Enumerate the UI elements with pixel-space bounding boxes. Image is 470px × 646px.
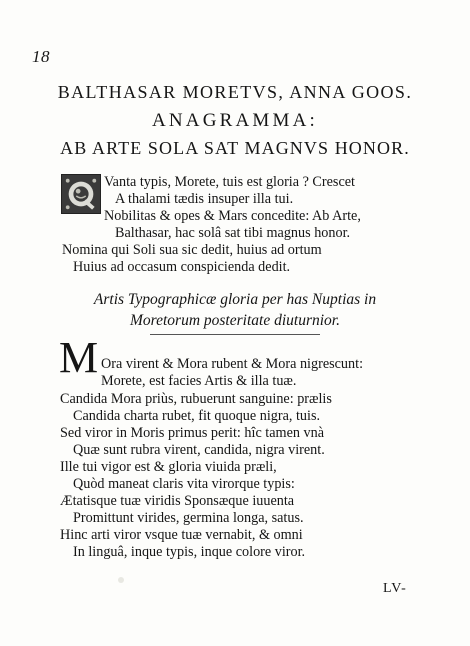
stanza2-line: Quæ sunt rubra virent, candida, nigra virent.	[73, 442, 325, 458]
stanza1-line: Huius ad occasum conspicienda dedit.	[73, 259, 291, 275]
section-title-line1: Artis Typographicæ gloria per has Nuptias in	[93, 291, 377, 308]
title-underline-divider	[150, 334, 320, 335]
stanza2-line: Morete, est facies Artis & illa tuæ.	[101, 373, 297, 389]
stanza2-line: Quòd maneat claris vita virorque typis:	[73, 476, 295, 492]
stanza2-line: Hinc arti viror vsque tuæ vernabit, & omni	[60, 527, 303, 543]
heading-names: BALTHASAR MORETVS, ANNA GOOS.	[57, 82, 413, 102]
stanza2-line: Ora virent & Mora rubent & Mora nigrescunt:	[101, 356, 364, 372]
stanza2-line: In linguâ, inque typis, inque colore viror.	[73, 544, 306, 560]
stanza1-line: Vanta typis, Morete, tuis est gloria ? Crescet	[104, 174, 355, 190]
page-number: 18	[32, 47, 50, 66]
stanza1-line: Balthasar, hac solâ sat tibi magnus honor.	[115, 225, 351, 241]
stanza2-line: Ille tui vigor est & gloria viuida præli,	[60, 459, 277, 475]
drop-capital: M	[59, 333, 99, 382]
stanza2-line: Sed viror in Moris primus perit: hîc tamen vnà	[60, 425, 324, 441]
heading-anagram-text: AB ARTE SOLA SAT MAGNVS HONOR.	[60, 138, 410, 158]
section-title-line2: Moretorum posteritate diuturnior.	[130, 312, 340, 329]
stanza2-line: Candida charta rubet, fit quoque nigra, tuis.	[73, 408, 321, 424]
stanza1-line: Nobilitas & opes & Mars concedite: Ab Arte,	[104, 208, 361, 224]
stanza2-line: Candida Mora priùs, rubuerunt sanguine: prælis	[60, 391, 332, 407]
heading-anagramma: ANAGRAMMA:	[151, 110, 319, 131]
decorated-initial-q-icon	[61, 174, 101, 214]
stanza1-line: Nomina qui Soli sua sic dedit, huius ad ortum	[62, 242, 322, 258]
stanza2-line: Ætatisque tuæ viridis Sponsæque iuuenta	[60, 493, 295, 509]
catchword: LV-	[383, 581, 407, 596]
paper-blemish	[118, 577, 124, 583]
stanza2-line: Promittunt virides, germina longa, satus.	[73, 510, 304, 526]
stanza1-line: A thalami tædis insuper illa tui.	[115, 191, 294, 207]
